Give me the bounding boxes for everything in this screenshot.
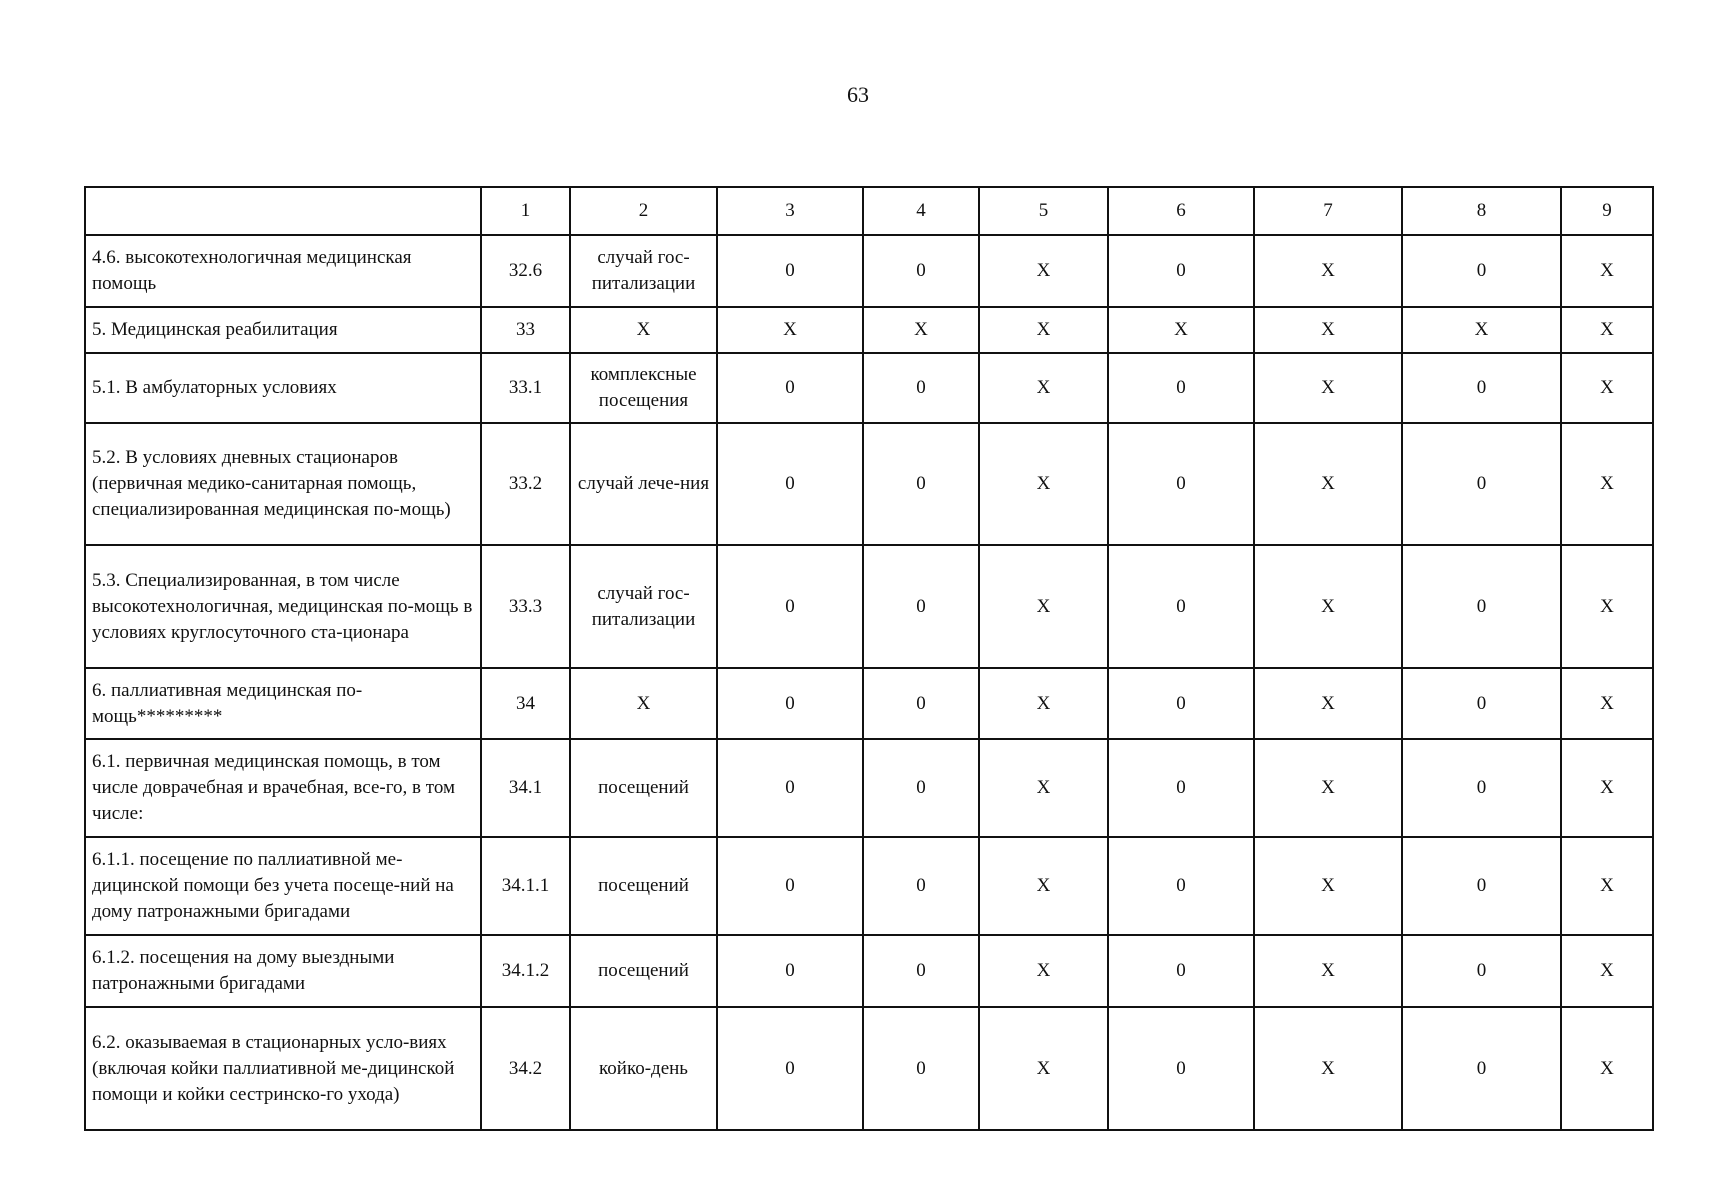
- row-name: 6. паллиативная медицинская по-мощь*********: [85, 668, 481, 739]
- row-col-9: X: [1561, 935, 1653, 1007]
- header-cell-1: 1: [481, 187, 570, 235]
- row-code: 33: [481, 307, 570, 353]
- row-code: 33.1: [481, 353, 570, 423]
- table-row: [85, 307, 1653, 353]
- row-code: 34.2: [481, 1007, 570, 1130]
- row-name: 5.2. В условиях дневных стационаров (первичная медико-санитарная помощь, специализированная медицинская по-мощь): [85, 423, 481, 545]
- row-code: 34.1.1: [481, 837, 570, 935]
- row-col-9: X: [1561, 423, 1653, 545]
- header-cell-3: 3: [717, 187, 863, 235]
- page-number: 63: [847, 82, 869, 107]
- row-col-4: 0: [863, 935, 979, 1007]
- row-col-5: X: [979, 235, 1108, 307]
- row-col-4: 0: [863, 739, 979, 837]
- row-col-7: X: [1254, 935, 1402, 1007]
- table-row: [85, 235, 1653, 307]
- header-cell-name: [85, 187, 481, 235]
- row-col-7: X: [1254, 668, 1402, 739]
- row-col-6: 0: [1108, 353, 1254, 423]
- row-col-3: 0: [717, 423, 863, 545]
- row-col-6: 0: [1108, 235, 1254, 307]
- row-code: 34: [481, 668, 570, 739]
- header-cell-8: 8: [1402, 187, 1561, 235]
- row-col-4: 0: [863, 837, 979, 935]
- row-col-8: 0: [1402, 353, 1561, 423]
- row-col-6: 0: [1108, 739, 1254, 837]
- table-row: [85, 545, 1653, 668]
- row-unit: комплексные посещения: [570, 353, 717, 423]
- row-col-9: X: [1561, 668, 1653, 739]
- row-col-3: 0: [717, 837, 863, 935]
- header-cell-2: 2: [570, 187, 717, 235]
- table-row: [85, 1007, 1653, 1130]
- row-name: 5.1. В амбулаторных условиях: [85, 353, 481, 423]
- data-table: [84, 186, 1654, 1131]
- row-name: 6.1. первичная медицинская помощь, в том числе доврачебная и врачебная, все-го, в том числе:: [85, 739, 481, 837]
- row-col-9: X: [1561, 307, 1653, 353]
- row-col-6: 0: [1108, 935, 1254, 1007]
- row-col-4: 0: [863, 1007, 979, 1130]
- table-row: [85, 739, 1653, 837]
- row-col-6: 0: [1108, 423, 1254, 545]
- row-col-5: X: [979, 545, 1108, 668]
- row-code: 33.2: [481, 423, 570, 545]
- row-col-8: 0: [1402, 935, 1561, 1007]
- row-col-9: X: [1561, 353, 1653, 423]
- row-name: 5.3. Специализированная, в том числе высокотехнологичная, медицинская по-мощь в условиях круглосуточного ста-ционара: [85, 545, 481, 668]
- row-col-3: 0: [717, 1007, 863, 1130]
- row-col-8: 0: [1402, 545, 1561, 668]
- row-col-6: 0: [1108, 668, 1254, 739]
- row-code: 34.1: [481, 739, 570, 837]
- row-col-8: 0: [1402, 668, 1561, 739]
- row-unit: посещений: [570, 837, 717, 935]
- row-col-4: 0: [863, 545, 979, 668]
- row-col-5: X: [979, 837, 1108, 935]
- row-col-3: 0: [717, 739, 863, 837]
- row-col-6: 0: [1108, 545, 1254, 668]
- row-name: 5. Медицинская реабилитация: [85, 307, 481, 353]
- row-col-7: X: [1254, 1007, 1402, 1130]
- row-col-4: 0: [863, 353, 979, 423]
- row-code: 33.3: [481, 545, 570, 668]
- header-cell-4: 4: [863, 187, 979, 235]
- row-col-5: X: [979, 1007, 1108, 1130]
- row-col-5: X: [979, 423, 1108, 545]
- row-col-8: X: [1402, 307, 1561, 353]
- row-col-4: 0: [863, 235, 979, 307]
- row-col-3: 0: [717, 235, 863, 307]
- row-col-5: X: [979, 935, 1108, 1007]
- row-col-8: 0: [1402, 739, 1561, 837]
- row-col-3: 0: [717, 935, 863, 1007]
- header-cell-5: 5: [979, 187, 1108, 235]
- row-col-9: X: [1561, 545, 1653, 668]
- row-col-3: X: [717, 307, 863, 353]
- row-col-3: 0: [717, 353, 863, 423]
- row-unit: посещений: [570, 739, 717, 837]
- row-col-9: X: [1561, 1007, 1653, 1130]
- row-col-9: X: [1561, 739, 1653, 837]
- row-col-5: X: [979, 739, 1108, 837]
- row-col-6: X: [1108, 307, 1254, 353]
- row-name: 6.2. оказываемая в стационарных усло-виях (включая койки паллиативной ме-дицинской помощи и койки сестринско-го ухода): [85, 1007, 481, 1130]
- row-col-6: 0: [1108, 837, 1254, 935]
- row-unit: случай гос-питализации: [570, 545, 717, 668]
- table-row: [85, 837, 1653, 935]
- row-col-8: 0: [1402, 423, 1561, 545]
- row-name: 4.6. высокотехнологичная медицинская помощь: [85, 235, 481, 307]
- table-row: [85, 935, 1653, 1007]
- row-col-7: X: [1254, 739, 1402, 837]
- row-col-5: X: [979, 668, 1108, 739]
- row-col-8: 0: [1402, 1007, 1561, 1130]
- header-cell-6: 6: [1108, 187, 1254, 235]
- header-cell-9: 9: [1561, 187, 1653, 235]
- row-col-3: 0: [717, 668, 863, 739]
- row-name: 6.1.1. посещение по паллиативной ме-дицинской помощи без учета посеще-ний на дому патронажными бригадами: [85, 837, 481, 935]
- row-col-7: X: [1254, 235, 1402, 307]
- row-col-7: X: [1254, 307, 1402, 353]
- row-col-7: X: [1254, 423, 1402, 545]
- row-unit: X: [570, 668, 717, 739]
- row-col-5: X: [979, 353, 1108, 423]
- row-unit: посещений: [570, 935, 717, 1007]
- row-code: 32.6: [481, 235, 570, 307]
- table-row: [85, 353, 1653, 423]
- row-col-4: 0: [863, 668, 979, 739]
- row-col-8: 0: [1402, 235, 1561, 307]
- table-row: [85, 668, 1653, 739]
- row-unit: случай гос-питализации: [570, 235, 717, 307]
- row-col-9: X: [1561, 235, 1653, 307]
- row-col-4: X: [863, 307, 979, 353]
- header-cell-7: 7: [1254, 187, 1402, 235]
- row-name: 6.1.2. посещения на дому выездными патронажными бригадами: [85, 935, 481, 1007]
- row-col-7: X: [1254, 545, 1402, 668]
- row-col-8: 0: [1402, 837, 1561, 935]
- row-col-6: 0: [1108, 1007, 1254, 1130]
- row-col-7: X: [1254, 353, 1402, 423]
- table-header-row: [85, 187, 1653, 235]
- row-unit: случай лече-ния: [570, 423, 717, 545]
- row-col-5: X: [979, 307, 1108, 353]
- row-unit: X: [570, 307, 717, 353]
- row-col-9: X: [1561, 837, 1653, 935]
- table-row: [85, 423, 1653, 545]
- row-code: 34.1.2: [481, 935, 570, 1007]
- row-col-3: 0: [717, 545, 863, 668]
- row-col-7: X: [1254, 837, 1402, 935]
- row-col-4: 0: [863, 423, 979, 545]
- row-unit: койко-день: [570, 1007, 717, 1130]
